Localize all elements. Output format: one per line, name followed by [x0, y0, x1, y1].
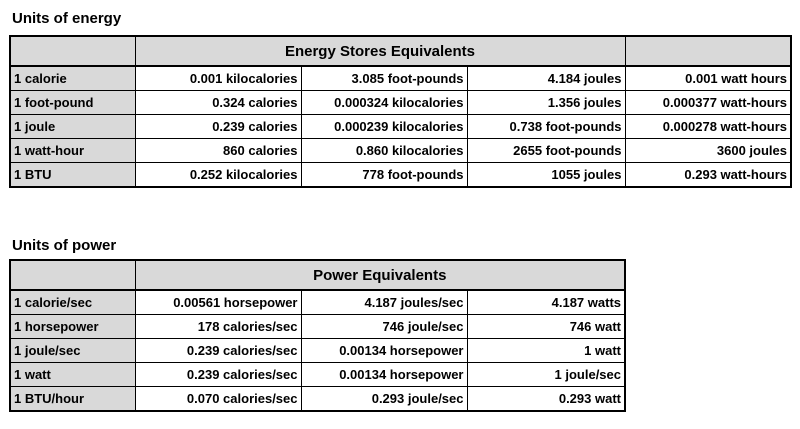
equivalent-value: 0.001 kilocalories [135, 66, 301, 91]
equivalent-value: 1.356 joules [467, 91, 625, 115]
table-row [10, 363, 625, 387]
energy-header-row [10, 36, 791, 66]
equivalent-value: 0.239 calories/sec [135, 363, 301, 387]
equivalent-value: 860 calories [135, 139, 301, 163]
table-row [10, 115, 791, 139]
equivalent-value: 3600 joules [625, 139, 791, 163]
table-row [10, 66, 791, 91]
equivalent-value: 0.00134 horsepower [301, 339, 467, 363]
energy-header-blank-cell [625, 36, 791, 66]
unit-label: 1 watt-hour [10, 139, 135, 163]
equivalent-value: 4.187 watts [467, 290, 625, 315]
equivalent-value: 2655 foot-pounds [467, 139, 625, 163]
equivalent-value: 0.000324 kilocalories [301, 91, 467, 115]
unit-label: 1 joule/sec [10, 339, 135, 363]
equivalent-value: 0.00134 horsepower [301, 363, 467, 387]
unit-label: 1 BTU [10, 163, 135, 188]
energy-section-title: Units of energy [12, 10, 122, 27]
power-header: Power Equivalents [135, 260, 625, 290]
table-row [10, 139, 791, 163]
equivalent-value: 0.070 calories/sec [135, 387, 301, 412]
equivalent-value: 0.324 calories [135, 91, 301, 115]
equivalent-value: 746 joule/sec [301, 315, 467, 339]
equivalent-value: 178 calories/sec [135, 315, 301, 339]
unit-label: 1 watt [10, 363, 135, 387]
equivalent-value: 778 foot-pounds [301, 163, 467, 188]
equivalent-value: 0.00561 horsepower [135, 290, 301, 315]
table-row [10, 387, 625, 412]
equivalent-value: 4.187 joules/sec [301, 290, 467, 315]
equivalent-value: 746 watt [467, 315, 625, 339]
equivalent-value: 0.738 foot-pounds [467, 115, 625, 139]
equivalent-value: 0.000239 kilocalories [301, 115, 467, 139]
table-row [10, 91, 791, 115]
equivalent-value: 0.001 watt hours [625, 66, 791, 91]
equivalent-value: 4.184 joules [467, 66, 625, 91]
energy-header-blank-cell [10, 36, 135, 66]
table-row [10, 163, 791, 188]
unit-label: 1 calorie [10, 66, 135, 91]
equivalent-value: 0.293 watt [467, 387, 625, 412]
energy-table [9, 35, 792, 188]
equivalent-value: 0.293 watt-hours [625, 163, 791, 188]
table-row [10, 315, 625, 339]
equivalent-value: 0.239 calories [135, 115, 301, 139]
equivalent-value: 0.000278 watt-hours [625, 115, 791, 139]
unit-label: 1 calorie/sec [10, 290, 135, 315]
power-table [9, 259, 626, 412]
equivalent-value: 3.085 foot-pounds [301, 66, 467, 91]
equivalent-value: 0.252 kilocalories [135, 163, 301, 188]
unit-label: 1 horsepower [10, 315, 135, 339]
equivalent-value: 0.000377 watt-hours [625, 91, 791, 115]
power-header-blank-cell [10, 260, 135, 290]
unit-label: 1 foot-pound [10, 91, 135, 115]
unit-label: 1 joule [10, 115, 135, 139]
energy-header: Energy Stores Equivalents [135, 36, 625, 66]
unit-label: 1 BTU/hour [10, 387, 135, 412]
equivalent-value: 0.293 joule/sec [301, 387, 467, 412]
equivalent-value: 0.239 calories/sec [135, 339, 301, 363]
power-header-row [10, 260, 625, 290]
equivalent-value: 0.860 kilocalories [301, 139, 467, 163]
power-section-title: Units of power [12, 237, 117, 254]
equivalent-value: 1 watt [467, 339, 625, 363]
table-row [10, 339, 625, 363]
equivalent-value: 1 joule/sec [467, 363, 625, 387]
equivalent-value: 1055 joules [467, 163, 625, 188]
table-row [10, 290, 625, 315]
